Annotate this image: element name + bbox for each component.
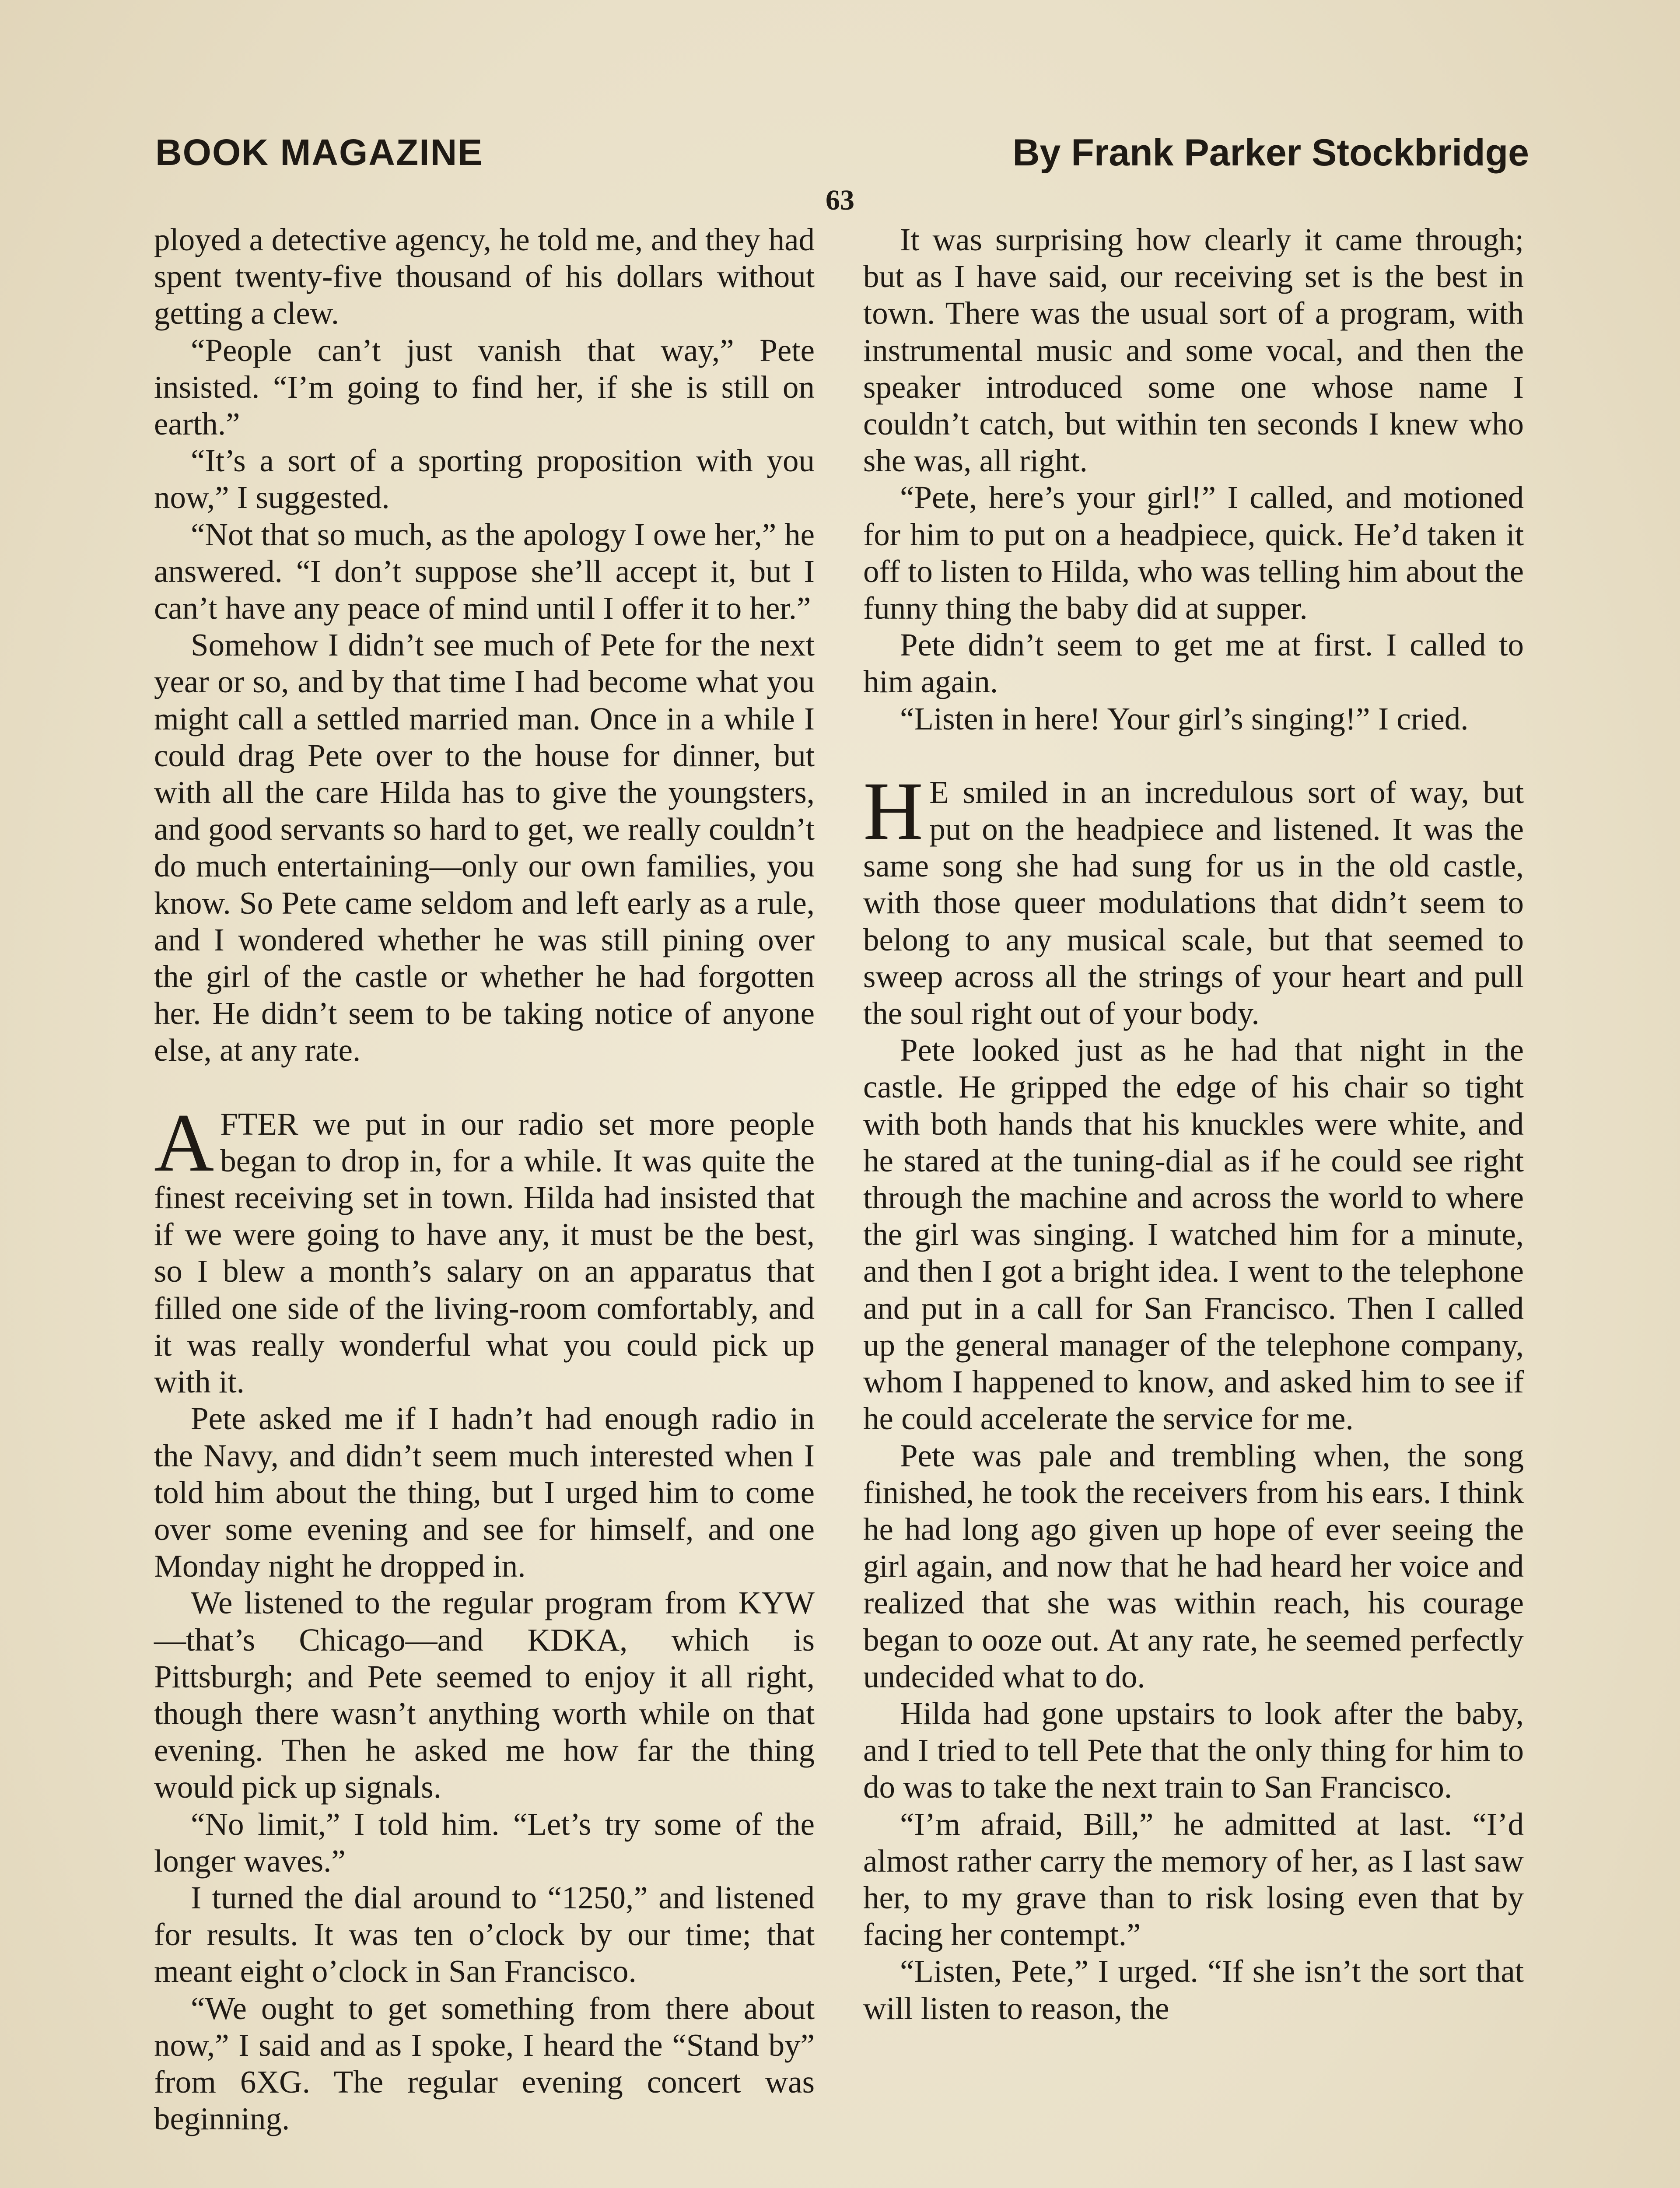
paragraph: “Pete, here’s your girl!” I called, and motioned for him to put on a headpiece, quick. He’d taken it off to listen to Hilda, who was telling him about the funny thing the baby did at supper.	[863, 480, 1524, 626]
paragraph: It was surprising how clearly it came through; but as I have said, our receiving set is the best in town. There was the usual sort of a program, with instrumental music and some vocal, and then the speaker introduced some one whose name I couldn’t catch, but within ten seconds I knew who she was, all right.	[863, 222, 1524, 479]
paragraph: “We ought to get something from there about now,” I said and as I spoke, I heard the “Stand by” from 6XG. The regular evening concert was beginning.	[154, 1990, 815, 2137]
paragraph: “It’s a sort of a sporting proposition with you now,” I suggested.	[154, 443, 815, 515]
section-opening-paragraph	[863, 765, 1524, 1032]
right-text-column	[863, 221, 1524, 2027]
small-caps-lead: E	[929, 774, 949, 810]
paragraph: “Not that so much, as the apology I owe her,” he answered. “I don’t suppose she’ll accept it, but I can’t have any peace of mind until I offer it to her.”	[154, 516, 815, 626]
left-text-column	[154, 221, 815, 2137]
drop-cap-initial: A	[154, 1097, 214, 1189]
paragraph: We listened to the regular program from KYW—that’s Chicago—and KDKA, which is Pittsburgh; and Pete seemed to enjoy it all right, though there wasn’t anything worth while on that evening. Then he asked me how far the thing would pick up signals.	[154, 1585, 815, 1805]
paragraph: Pete was pale and trembling when, the song finished, he took the receivers from his ears. I think he had long ago given up hope of ever seeing the girl again, and now that he had heard her voice and realized that she was within reach, his courage began to ooze out. At any rate, he seemed perfectly undecided what to do.	[863, 1438, 1524, 1694]
paragraph: “People can’t just vanish that way,” Pete insisted. “I’m going to find her, if she is still on earth.”	[154, 332, 815, 442]
magazine-title: BOOK MAGAZINE	[155, 132, 483, 173]
page-number: 63	[826, 184, 854, 216]
paragraph: Somehow I didn’t see much of Pete for the next year or so, and by that time I had become what you might call a settled married man. Once in a while I could drag Pete over to the house for dinner, but with all the care Hilda has to give the youngsters, and good servants so hard to get, we really couldn’t do much entertaining—only our own families, you know. So Pete came seldom and left early as a rule, and I wondered whether he was still pining over the girl of the castle or whether he had forgotten her. He didn’t seem to be taking notice of anyone else, at any rate.	[154, 627, 815, 1068]
paragraph: Pete asked me if I hadn’t had enough radio in the Navy, and didn’t seem much interested when I told him about the thing, but I urged him to come over some evening and see for himself, and one Monday night he dropped in.	[154, 1401, 815, 1584]
paragraph-text: we put in our radio set more people began to drop in, for a while. It was quite the finest receiving set in town. Hilda had insisted that if we were going to have any, it must be the best, so I blew a month’s salary on an apparatus that filled one side of the living-room comfortably, and it was really wonderful what you could pick up with it.	[154, 1106, 815, 1400]
small-caps-lead: FTER	[220, 1106, 298, 1142]
paragraph: “Listen, Pete,” I urged. “If she isn’t the sort that will listen to reason, the	[863, 1953, 1524, 2026]
paragraph: “Listen in here! Your girl’s singing!” I cried.	[900, 701, 1469, 736]
paragraph: Pete looked just as he had that night in the castle. He gripped the edge of his chair so tight with both hands that his knuckles were white, and he stared at the tuning-dial as if he could see right through the machine and across the world to where the girl was singing. I watched him for a minute, and then I got a bright idea. I went to the telephone and put in a call for San Francisco. Then I called up the general manager of the telephone company, whom I happened to know, and asked him to see if he could accelerate the service for me.	[863, 1032, 1524, 1437]
paragraph: ployed a detective agency, he told me, and they had spent twenty-five thousand of his dollars without getting a clew.	[154, 222, 815, 331]
paragraph: “No limit,” I told him. “Let’s try some of the longer waves.”	[154, 1806, 815, 1879]
paragraph: I turned the dial around to “1250,” and listened for results. It was ten o’clock by our time; that meant eight o’clock in San Francisco.	[154, 1879, 815, 1989]
paragraph: “I’m afraid, Bill,” he admitted at last. “I’d almost rather carry the memory of her, as I last saw her, to my grave than to risk losing even that by facing her contempt.”	[863, 1806, 1524, 1953]
author-byline: By Frank Parker Stockbridge	[1012, 132, 1529, 174]
paragraph: Hilda had gone upstairs to look after the baby, and I tried to tell Pete that the only thing for him to do was to take the next train to San Francisco.	[863, 1695, 1524, 1805]
section-opening-paragraph	[154, 1097, 815, 1401]
paragraph: Pete didn’t seem to get me at first. I called to him again.	[863, 627, 1524, 700]
paragraph-text: smiled in an incredulous sort of way, but put on the headpiece and listened. It was the same song she had sung for us in the old castle, with those queer modulations that didn’t seem to belong to any musical scale, but that seemed to sweep across all the strings of your heart and pull the soul right out of your body.	[863, 774, 1524, 1031]
drop-cap-initial: H	[863, 765, 924, 857]
